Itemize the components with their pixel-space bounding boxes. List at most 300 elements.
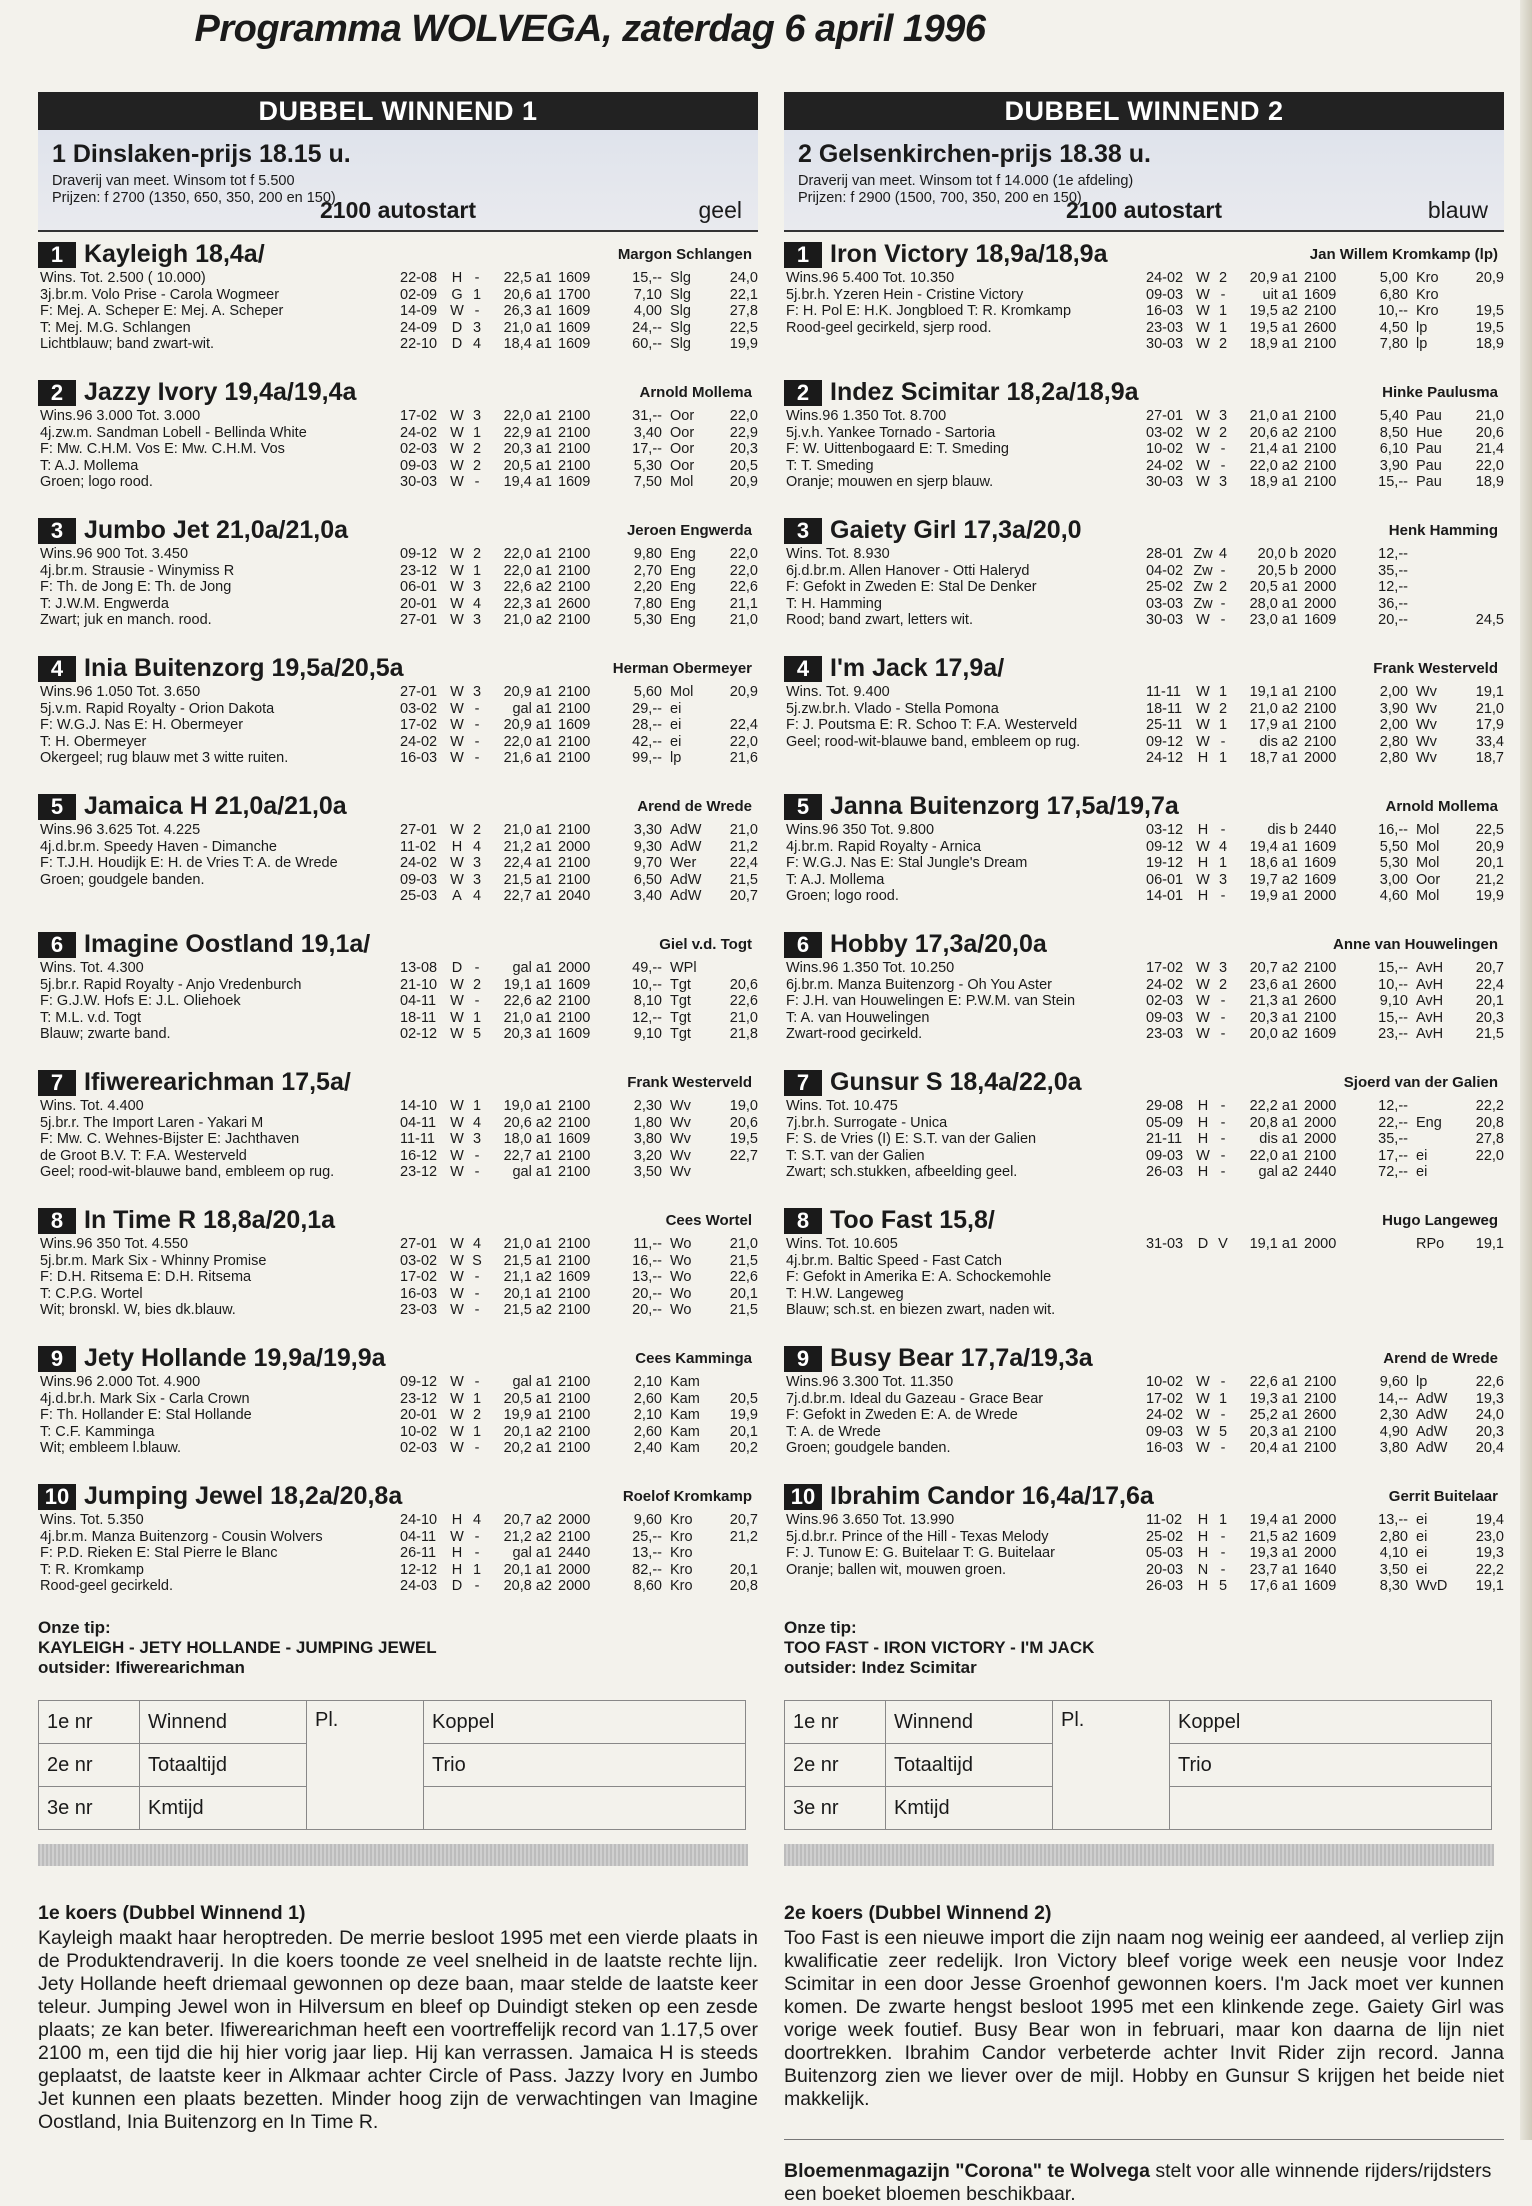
form-cell: Wer [670, 855, 697, 872]
form-cell: W [1196, 441, 1210, 458]
form-row [1146, 888, 1504, 905]
horse-info-line: Wins. Tot. 10.605 [786, 1236, 898, 1252]
horse-entry [38, 240, 758, 370]
form-cell: 19,5 [729, 1131, 758, 1148]
form-row [400, 1236, 758, 1253]
form-cell: Pau [1416, 474, 1442, 491]
form-field[interactable]: Kmtijd [886, 1787, 1053, 1830]
form-cell: 2,80 [1379, 750, 1408, 767]
form-row [400, 408, 758, 425]
form-cell: Kro [1416, 270, 1439, 286]
form-cell: 20,3 a1 [503, 1026, 552, 1043]
form-cell: W [450, 1164, 464, 1181]
form-cell: 2100 [1304, 1374, 1337, 1390]
form-cell: - [474, 1528, 480, 1545]
form-cell: 18-11 [1146, 700, 1183, 717]
form-cell: 28,0 a1 [1249, 595, 1298, 612]
form-cell: - [1220, 595, 1226, 612]
form-cell: - [474, 733, 480, 750]
horse-info-line: F: Th. Hollander E: Stal Hollande [40, 1407, 252, 1424]
form-row [400, 839, 758, 856]
form-cell [718, 1374, 758, 1391]
horse-name: Iron Victory 18,9a/18,9a [830, 240, 1108, 268]
horse-info-line: Wins.96 1.350 Tot. 10.250 [786, 960, 955, 976]
horse-name: Inia Buitenzorg 19,5a/20,5a [84, 654, 404, 682]
horse-header [784, 654, 1504, 684]
form-cell: 26-03 [1146, 1578, 1184, 1595]
form-cell: Wv [670, 1114, 691, 1131]
horse-driver: Arnold Mollema [639, 384, 752, 401]
form-cell: 3,20 [633, 1147, 662, 1164]
form-cell: 24,0 [1475, 1407, 1504, 1424]
form-cell: W [450, 1147, 464, 1164]
form-cell: 99,-- [632, 750, 662, 767]
form-cell: 20,0 b [1257, 546, 1298, 562]
form-field[interactable]: 1e nr [785, 1701, 886, 1744]
form-cell: W [450, 993, 464, 1010]
form-cell [1416, 563, 1464, 580]
form-cell: 17,6 a1 [1249, 1578, 1298, 1595]
horse-details [784, 822, 1504, 922]
form-cell: 1609 [1304, 871, 1337, 888]
horse-header [784, 1068, 1504, 1098]
form-cell: 17-02 [1146, 960, 1184, 976]
form-cell: 6,10 [1379, 441, 1408, 458]
form-row [1146, 441, 1504, 458]
form-field[interactable]: 1e nr [39, 1701, 140, 1744]
form-row [1146, 1148, 1504, 1165]
form-cell: dis a1 [1259, 1131, 1298, 1148]
form-cell: 19,0 [729, 1098, 758, 1114]
horse-info [40, 960, 385, 1043]
footer-notice [784, 2139, 1504, 2206]
form-field[interactable] [424, 1787, 746, 1830]
form-cell: 4 [472, 1512, 482, 1528]
horse-info-line: T: H. Obermeyer [40, 733, 147, 750]
form-cell: 23-03 [400, 1302, 438, 1319]
form-cell: 22,6 a2 [503, 993, 552, 1010]
form-cell: 03-02 [1146, 424, 1184, 441]
form-field[interactable]: Trio [1170, 1744, 1492, 1787]
form-cell: 22,0 [729, 562, 758, 579]
form-cell: 31,-- [632, 408, 662, 424]
horse-number: 7 [38, 1070, 76, 1096]
horse-number: 8 [38, 1208, 76, 1234]
form-cell: 2100 [558, 855, 591, 872]
form-row [1146, 684, 1504, 701]
form-cell: 2,80 [1379, 733, 1408, 750]
form-cell: 21,4 [1475, 441, 1504, 458]
form-cell: AdW [670, 871, 702, 888]
form-cell: 09-12 [400, 1374, 438, 1390]
form-cell: 02-12 [400, 1026, 438, 1043]
form-cell: 20,7 a2 [503, 1512, 552, 1528]
horse-name: Jamaica H 21,0a/21,0a [84, 792, 347, 820]
form-cell: 20,9 [1475, 270, 1504, 286]
form-cell: 20,1 a1 [503, 1285, 552, 1302]
form-cell: 20,6 [729, 976, 758, 993]
form-cell: 3 [472, 579, 482, 596]
form-cell: 18,9 [1475, 474, 1504, 491]
form-cell: 2100 [558, 424, 591, 441]
form-cell: W [450, 733, 464, 750]
form-cell: lp [1416, 336, 1428, 353]
form-cell: W [450, 750, 464, 767]
horse-info-line: Blauw; zwarte band. [40, 1026, 171, 1043]
form-cell: 19,1 [1475, 1236, 1504, 1252]
form-row [1146, 270, 1504, 287]
horse-header [38, 1344, 758, 1374]
form-cell: 22,0 [729, 408, 758, 424]
form-row [400, 1562, 758, 1579]
form-cell: 1 [472, 562, 482, 579]
form-cell: 4,60 [1379, 888, 1408, 905]
race-conditions-line: Draverij van meet. Winsom tot f 5.500 [52, 173, 295, 189]
form-cell: W [1196, 1026, 1210, 1043]
form-field[interactable]: Pl. [307, 1701, 424, 1830]
form-cell: 2 [1218, 976, 1228, 993]
form-cell: 20,1 a1 [503, 1561, 552, 1578]
form-cell: Wv [1416, 733, 1437, 750]
horse-info-line: F: D.H. Ritsema E: D.H. Ritsema [40, 1269, 252, 1286]
result-form [784, 1700, 1492, 1830]
horse-info-line: T: M.L. v.d. Togt [40, 1009, 142, 1026]
form-cell: 30-03 [400, 474, 438, 491]
form-cell: 20,3 [1475, 1009, 1504, 1026]
form-row [785, 1701, 1492, 1744]
horse-info [786, 270, 1131, 336]
form-cell: 25,-- [632, 1528, 662, 1545]
form-cell: W [450, 1390, 464, 1407]
form-cell: 03-12 [1146, 822, 1184, 838]
form-cell: D [451, 336, 463, 353]
horse-header [784, 1344, 1504, 1374]
form-cell: 10-02 [400, 1423, 438, 1440]
form-cell: 1 [472, 1390, 482, 1407]
form-cell: 20,3 a1 [1249, 1423, 1298, 1440]
form-cell: 1609 [558, 303, 591, 320]
form-field[interactable]: Totaaltijd [886, 1744, 1053, 1787]
form-cell: 23,7 a1 [1249, 1561, 1298, 1578]
horse-number: 10 [784, 1484, 822, 1510]
form-row [400, 1578, 758, 1595]
form-cell: 24,5 [1475, 612, 1504, 629]
form-field[interactable]: 3e nr [39, 1787, 140, 1830]
horse-name: Janna Buitenzorg 17,5a/19,7a [830, 792, 1179, 820]
horse-info [40, 1374, 385, 1457]
form-row [1146, 1562, 1504, 1579]
form-cell: 19,1 a1 [1249, 1236, 1298, 1252]
form-field[interactable]: 3e nr [785, 1787, 886, 1830]
horse-driver: Arnold Mollema [1385, 798, 1498, 815]
form-cell: 3,90 [1379, 457, 1408, 474]
form-cell: W [1196, 960, 1210, 976]
form-cell: W [450, 424, 464, 441]
form-row [1146, 701, 1504, 718]
form-cell: W [1196, 700, 1210, 717]
form-cell: W [450, 1236, 464, 1252]
form-row [1146, 1440, 1504, 1457]
form-cell: 09-03 [1146, 1147, 1184, 1164]
form-cell: 20,8 a1 [1249, 1114, 1298, 1131]
form-cell: 1 [1218, 319, 1228, 336]
horse-info-line: T: S.T. van der Galien [786, 1147, 925, 1164]
form-cell: 21,4 a1 [1249, 441, 1298, 458]
form-cell: 09-03 [400, 871, 438, 888]
form-cell: 2100 [1304, 424, 1337, 441]
form-row [1146, 855, 1504, 872]
horse-info [786, 546, 1131, 629]
form-cell: 22,6 [1475, 1374, 1504, 1390]
horse-info-line: Wins.96 350 Tot. 9.800 [786, 822, 935, 838]
form-cell: 19,1 a1 [1249, 684, 1298, 700]
form-cell: D [451, 319, 463, 336]
form-field[interactable]: Winnend [886, 1701, 1053, 1744]
form-cell: 22,0 [1475, 1147, 1504, 1164]
form-cell: 19,4 a1 [503, 474, 552, 491]
form-cell: 25,2 a1 [1249, 1407, 1298, 1424]
comment-text: Too Fast is een nieuwe import die zijn naam nog weinig eer aandeed, al verliep zijn kwalificatie zeer redelijk. Iron Victory bleef vorige week een neusje voor Indez Scimitar in een door Jesse Groenhof gewonnen koers. I'm Jack moet ver kunnen komen. De zwarte hengst besloot 1995 met een klinkende zege. Gaiety Girl was vorige week foutief. Busy Bear won in februari, maar kon daarna de lijn niet doortrekken. Ibrahim Candor verbeterde achter Invit Rider zijn record. Janna Buitenzorg zien we liever over de mijl. Hobby en Gunsur S krijgen het beide niet makkelijk. [784, 1927, 1504, 2110]
form-cell: W [450, 1114, 464, 1131]
form-cell: Kam [670, 1390, 700, 1407]
form-cell: H [451, 1545, 463, 1562]
form-cell: Wv [670, 1131, 691, 1148]
form-cell: 11-02 [1146, 1512, 1183, 1528]
form-cell: 19,3 [1475, 1545, 1504, 1562]
form-cell: 3 [1218, 408, 1228, 424]
horse-info-line: Wins. Tot. 10.475 [786, 1098, 898, 1114]
form-cell: H [1197, 1578, 1209, 1595]
form-cell: 20,1 [1475, 993, 1504, 1010]
form-field[interactable]: Kmtijd [140, 1787, 307, 1830]
horse-name: Busy Bear 17,7a/19,3a [830, 1344, 1093, 1372]
form-cell: Tgt [670, 1009, 691, 1026]
form-cell: 2000 [1304, 888, 1337, 905]
horse-form-table [400, 1236, 758, 1319]
form-cell [1464, 596, 1504, 613]
horse-details [38, 270, 758, 370]
form-cell: Wo [670, 1236, 692, 1252]
form-row [400, 684, 758, 701]
form-cell: AdW [1416, 1423, 1448, 1440]
form-cell: - [474, 960, 480, 976]
form-cell: 10,-- [1378, 303, 1408, 320]
form-field[interactable] [1170, 1787, 1492, 1830]
form-cell [718, 960, 758, 977]
form-cell: W [1196, 1147, 1210, 1164]
comment-title: 2e koers (Dubbel Winnend 2) [784, 1902, 1052, 1924]
form-cell: 2000 [558, 1561, 591, 1578]
form-cell: 19,7 a2 [1249, 871, 1298, 888]
form-field[interactable]: 2e nr [785, 1744, 886, 1787]
form-cell: 20,5 [729, 1390, 758, 1407]
form-cell: 2100 [558, 1009, 591, 1026]
form-cell: 2100 [558, 408, 591, 424]
divider-bar [38, 1844, 748, 1866]
form-cell: 22,9 a1 [503, 424, 552, 441]
horse-info-line: 4j.br.m. Strausie - Winymiss R [40, 562, 235, 579]
horse-info-line: 5j.d.br.r. Prince of the Hill - Texas Melody [786, 1528, 1049, 1545]
horse-number: 1 [784, 242, 822, 268]
horse-header [38, 516, 758, 546]
form-cell: W [450, 1252, 464, 1269]
form-cell: - [474, 750, 480, 767]
form-cell: Eng [1416, 1114, 1442, 1131]
form-cell: 26-03 [1146, 1164, 1184, 1181]
form-cell: 1609 [558, 474, 591, 491]
form-row [1146, 734, 1504, 751]
horse-info-line: F: Mej. A. Scheper E: Mej. A. Scheper [40, 303, 284, 320]
form-cell: 20-03 [1146, 1561, 1184, 1578]
form-cell: 1609 [1304, 1026, 1337, 1043]
form-cell: 20,5 a1 [503, 1390, 552, 1407]
form-cell: Kam [670, 1407, 700, 1424]
horse-info-line: F: W. Uittenbogaard E: T. Smeding [786, 441, 1009, 458]
form-cell: 24-02 [1146, 457, 1184, 474]
form-cell: 21,0 a1 [503, 1009, 552, 1026]
form-cell: 2100 [558, 700, 591, 717]
horse-driver: Herman Obermeyer [612, 660, 752, 677]
form-cell: 04-11 [400, 1114, 437, 1131]
form-field[interactable]: Koppel [1170, 1701, 1492, 1744]
form-field[interactable]: Trio [424, 1744, 746, 1787]
form-cell: Kam [670, 1440, 700, 1457]
horse-number: 9 [784, 1346, 822, 1372]
form-cell: 2000 [558, 1578, 591, 1595]
form-cell: 22,0 a1 [503, 733, 552, 750]
form-cell: 3,40 [633, 424, 662, 441]
form-cell: 2440 [558, 1545, 591, 1562]
horse-form-table [400, 1374, 758, 1457]
form-cell: 2 [472, 546, 482, 562]
form-cell: 2020 [1304, 546, 1337, 562]
form-cell: 19,9 [729, 1407, 758, 1424]
form-cell: 2 [1218, 424, 1228, 441]
form-cell: 6,50 [633, 871, 662, 888]
form-cell: Pau [1416, 408, 1442, 424]
form-cell: 04-11 [400, 993, 437, 1010]
form-cell: Wv [1416, 750, 1437, 767]
horse-info-line: Wins.96 350 Tot. 4.550 [40, 1236, 189, 1252]
form-cell: 20,6 [1475, 424, 1504, 441]
horse-info-line: 4j.br.m. Rapid Royalty - Arnica [786, 838, 982, 855]
form-cell: 02-09 [400, 286, 438, 303]
form-cell: 20,9 [729, 684, 758, 700]
form-cell: 2100 [558, 1440, 591, 1457]
form-cell: W [450, 1302, 464, 1319]
form-cell: 09-03 [1146, 286, 1184, 303]
form-cell: 20,1 [729, 1561, 758, 1578]
horse-form-table [400, 822, 758, 905]
horse-info-line: Wins. Tot. 4.400 [40, 1098, 144, 1114]
form-cell: - [1220, 1561, 1226, 1578]
horse-info [40, 1512, 385, 1595]
form-cell: 2 [472, 822, 482, 838]
form-cell: 28,-- [632, 717, 662, 734]
form-cell: 1 [1218, 750, 1228, 767]
horse-form-table [1146, 270, 1504, 353]
form-cell: 17,9 a1 [1249, 717, 1298, 734]
form-cell: 17,9 [1475, 717, 1504, 734]
form-row [400, 270, 758, 287]
horse-driver: Cees Kamminga [635, 1350, 752, 1367]
horse-number: 4 [38, 656, 76, 682]
form-cell: 23-03 [1146, 1026, 1184, 1043]
form-cell: 19,0 a1 [503, 1098, 552, 1114]
horse-entry [38, 930, 758, 1060]
horse-name: Imagine Oostland 19,1a/ [84, 930, 371, 958]
form-cell: Eng [670, 562, 696, 579]
form-field[interactable]: Koppel [424, 1701, 746, 1744]
form-cell: Zw [1193, 546, 1213, 562]
form-cell: 20,8 a2 [503, 1578, 552, 1595]
form-cell: - [474, 1302, 480, 1319]
horse-info-line: Okergeel; rug blauw met 3 witte ruiten. [40, 750, 289, 767]
form-cell: 1 [1218, 303, 1228, 320]
form-cell: 17-02 [1146, 1390, 1184, 1407]
horse-info-line: Wins.96 2.000 Tot. 4.900 [40, 1374, 201, 1390]
horse-info [786, 684, 1131, 750]
form-cell: 22,7 a1 [503, 1147, 552, 1164]
form-cell: 1 [472, 1098, 482, 1114]
form-cell: 20,5 a1 [503, 457, 552, 474]
form-cell: 21,6 a1 [503, 750, 552, 767]
form-cell: 7,10 [633, 286, 662, 303]
form-cell: 06-01 [400, 579, 438, 596]
horse-info [786, 1512, 1131, 1578]
form-cell: 23,0 [1475, 1528, 1504, 1545]
divider-bar [784, 1844, 1494, 1866]
form-cell [718, 701, 758, 718]
horse-header [38, 654, 758, 684]
form-cell: 6,80 [1379, 286, 1408, 303]
form-cell: gal a1 [512, 1164, 552, 1181]
form-cell: W [450, 303, 464, 320]
form-cell: Kro [670, 1545, 693, 1562]
form-cell: 9,70 [633, 855, 662, 872]
horse-info-line: Wit; embleem l.blauw. [40, 1440, 182, 1457]
horse-entry [38, 378, 758, 508]
form-cell: W [450, 855, 464, 872]
horse-info-line: F: Th. de Jong E: Th. de Jong [40, 579, 232, 596]
form-cell: 21,1 [729, 595, 758, 612]
form-cell: 18,4 a1 [503, 336, 552, 353]
form-cell: 35,-- [1378, 1131, 1408, 1148]
form-field[interactable]: Pl. [1053, 1701, 1170, 1830]
form-cell: Eng [670, 579, 696, 596]
form-field[interactable]: 2e nr [39, 1744, 140, 1787]
form-row [400, 872, 758, 889]
form-cell: 2,30 [633, 1098, 662, 1114]
form-cell: 1609 [1304, 855, 1337, 872]
form-cell: AdW [670, 838, 702, 855]
form-field[interactable]: Winnend [140, 1701, 307, 1744]
form-cell: 19,9 a1 [503, 1407, 552, 1424]
form-field[interactable]: Totaaltijd [140, 1744, 307, 1787]
form-cell: 2 [1218, 336, 1228, 353]
horse-form-table [400, 270, 758, 353]
horse-info [786, 822, 1131, 905]
form-cell: 22,0 a1 [503, 546, 552, 562]
form-cell: 4 [1218, 838, 1228, 855]
horse-info [786, 1236, 1131, 1319]
form-cell: 21,5 a2 [503, 1302, 552, 1319]
form-cell: RPo [1416, 1236, 1445, 1252]
horse-info-line: Zwart; juk en manch. rood. [40, 612, 212, 629]
form-cell: Wv [1416, 700, 1437, 717]
form-cell: 09-03 [1146, 1009, 1184, 1026]
form-cell: 21,0 a1 [503, 319, 552, 336]
